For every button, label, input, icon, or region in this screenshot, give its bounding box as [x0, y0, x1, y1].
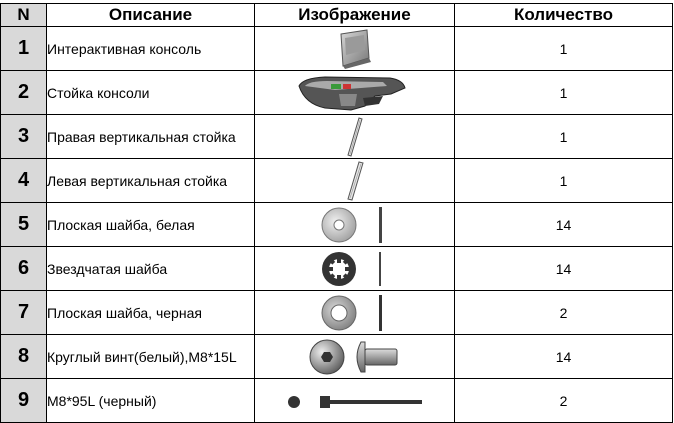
table-row — [1, 159, 673, 203]
table-row — [1, 379, 673, 423]
row-description: Правая вертикальная стойка — [47, 115, 255, 159]
header-row — [1, 4, 673, 27]
row-number: 6 — [1, 247, 47, 291]
table-row — [1, 27, 673, 71]
row-number: 3 — [1, 115, 47, 159]
console-icon — [325, 28, 385, 70]
table-row — [1, 203, 673, 247]
right-upright-icon — [340, 116, 370, 158]
row-quantity: 14 — [455, 203, 673, 247]
row-description: Круглый винт(белый),M8*15L — [47, 335, 255, 379]
header-image: Изображение — [255, 4, 455, 27]
row-number: 1 — [1, 27, 47, 71]
round-screw-icon — [305, 336, 405, 378]
row-number: 2 — [1, 71, 47, 115]
header-quantity: Количество — [455, 4, 673, 27]
row-description: Левая вертикальная стойка — [47, 159, 255, 203]
row-quantity: 1 — [455, 159, 673, 203]
row-quantity: 1 — [455, 71, 673, 115]
row-description: M8*95L (черный) — [47, 379, 255, 423]
row-description: Плоская шайба, белая — [47, 203, 255, 247]
table-row — [1, 115, 673, 159]
row-quantity: 14 — [455, 247, 673, 291]
header-num: N — [1, 4, 47, 27]
row-description: Интерактивная консоль — [47, 27, 255, 71]
row-number: 4 — [1, 159, 47, 203]
row-quantity: 1 — [455, 27, 673, 71]
row-description: Звездчатая шайба — [47, 247, 255, 291]
console-mast-icon — [295, 72, 415, 114]
table-row — [1, 335, 673, 379]
flat-washer-black-icon — [315, 292, 395, 334]
table-row — [1, 71, 673, 115]
table-row — [1, 247, 673, 291]
star-washer-icon — [315, 248, 395, 290]
row-number: 7 — [1, 291, 47, 335]
long-bolt-icon — [280, 380, 430, 422]
left-upright-icon — [340, 160, 370, 202]
header-description: Описание — [47, 4, 255, 27]
row-number: 9 — [1, 379, 47, 423]
row-description: Плоская шайба, черная — [47, 291, 255, 335]
table-row — [1, 291, 673, 335]
row-quantity: 1 — [455, 115, 673, 159]
row-quantity: 14 — [455, 335, 673, 379]
flat-washer-white-icon — [315, 204, 395, 246]
row-quantity: 2 — [455, 291, 673, 335]
parts-table — [0, 3, 673, 423]
row-number: 8 — [1, 335, 47, 379]
row-number: 5 — [1, 203, 47, 247]
row-description: Стойка консоли — [47, 71, 255, 115]
row-quantity: 2 — [455, 379, 673, 423]
